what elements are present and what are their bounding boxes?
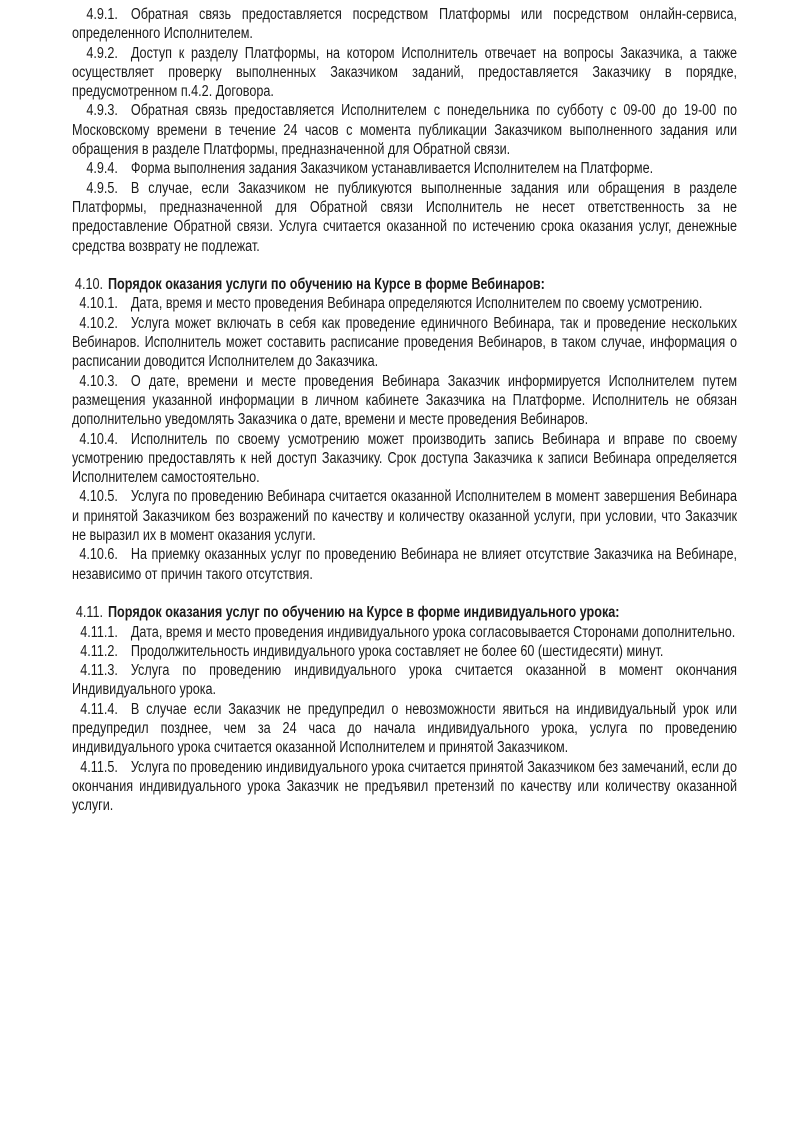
clause-4-11-2 xyxy=(72,642,737,661)
clause-text: На приемку оказанных услуг по проведению Вебинара не влияет отсутствие Заказчика на Вебинаре, независимо от причин такого отсутствия. xyxy=(72,546,738,583)
clause-4-9-2 xyxy=(72,44,737,102)
clause-4-10-2 xyxy=(72,314,737,372)
clause-text: Услуга может включать в себя как проведение единичного Вебинара, так и проведение нескольких Вебинаров. Исполнитель может составить расписание проведения Вебинаров, в таком случае, информация о расписании доводится Исполнителем до Заказчика. xyxy=(72,314,738,371)
section-heading-4-10 xyxy=(72,275,737,294)
clause-4-11-1 xyxy=(72,623,737,642)
clause-text: В случае если Заказчик не предупредил о невозможности явиться на индивидуальный урок или предупредил позднее, чем за 24 часа до начала индивидуального урока, услуга по проведению индивидуального урока считается оказанной Исполнителем и принятой Заказчиком. xyxy=(72,700,738,757)
clause-4-10-4 xyxy=(72,430,737,488)
clause-4-9-3 xyxy=(72,101,737,159)
clause-text: Обратная связь предоставляется Исполнителем с понедельника по субботу с 09-00 до 19-00 по Московскому времени в течение 24 часов с момента публикации Заказчиком выполненного задания или обращения в разделе Платформы, предназначенной для Обратной связи. xyxy=(72,102,738,159)
clause-4-11-4 xyxy=(72,700,737,758)
section-number: 4.10. xyxy=(74,276,103,294)
clause-text: Услуга по проведению Вебинара считается оказанной Исполнителем в момент завершения Вебинара и принятой Заказчиком без возражений по качеству и количеству оказанной услуги, при условии, что Заказчик не выразил их в момент оказания услуги. xyxy=(72,488,738,545)
clause-number: 4.11.4. xyxy=(80,700,118,718)
clause-number: 4.10.3. xyxy=(79,372,118,390)
clause-4-9-5 xyxy=(72,179,737,256)
clause-number: 4.11.1. xyxy=(80,623,118,641)
clause-text: Продолжительность индивидуального урока составляет не более 60 (шестидесяти) минут. xyxy=(130,642,664,660)
clause-text: О дате, времени и месте проведения Вебинара Заказчик информируется Исполнителем путем размещения указанной информации в личном кабинете Заказчика на Платформе. Исполнитель не обязан дополнительно уведомлять Заказчика о дате, времени и месте проведения Вебинаров. xyxy=(72,372,738,429)
clause-4-11-3 xyxy=(72,661,737,700)
document-content xyxy=(72,5,737,815)
clause-number: 4.11.5. xyxy=(80,758,118,776)
clause-number: 4.11.3. xyxy=(80,662,118,680)
section-title: Порядок оказания услуги по обучению на Курсе в форме Вебинаров: xyxy=(107,276,545,294)
clause-text: Услуга по проведению индивидуального урока считается оказанной в момент окончания Индивидуального урока. xyxy=(72,662,738,699)
clause-4-10-1 xyxy=(72,294,737,313)
clause-4-9-1 xyxy=(72,5,737,44)
clause-number: 4.9.3. xyxy=(86,102,118,120)
clause-text: Дата, время и место проведения индивидуального урока согласовывается Сторонами дополнительно. xyxy=(130,623,736,641)
clause-number: 4.10.1. xyxy=(79,295,118,313)
clause-text: Обратная связь предоставляется посредством Платформы или посредством онлайн-сервиса, определенного Исполнителем. xyxy=(72,6,738,43)
clause-text: Услуга по проведению индивидуального урока считается принятой Заказчиком без замечаний, если до окончания индивидуального урока Заказчик не предъявил претензий по качеству или количеству оказанной услуги. xyxy=(72,758,738,815)
section-number: 4.11. xyxy=(75,604,103,622)
clause-4-9-4 xyxy=(72,159,737,178)
clause-number: 4.10.4. xyxy=(79,430,118,448)
clause-number: 4.10.6. xyxy=(79,546,118,564)
clause-number: 4.9.5. xyxy=(86,179,118,197)
clause-4-11-5 xyxy=(72,758,737,816)
clause-number: 4.11.2. xyxy=(80,642,118,660)
clause-text: Исполнитель по своему усмотрению может производить запись Вебинара и вправе по своему усмотрению предоставлять к ней доступ Заказчику. Срок доступа Заказчика к записи Вебинара определяется Исполнителем самостоятельно. xyxy=(72,430,738,487)
clause-text: Доступ к разделу Платформы, на котором Исполнитель отвечает на вопросы Заказчика, а также осуществляет проверку выполненных Заказчиком заданий, предоставляется Заказчику в порядке, предусмотренном п.4.2. Договора. xyxy=(72,44,738,101)
clause-4-10-5 xyxy=(72,487,737,545)
clause-text: Дата, время и место проведения Вебинара определяются Исполнителем по своему усмотрению. xyxy=(130,295,703,313)
clause-number: 4.9.1. xyxy=(86,6,118,23)
section-title: Порядок оказания услуг по обучению на Курсе в форме индивидуального урока: xyxy=(107,604,620,622)
clause-number: 4.10.2. xyxy=(79,314,118,332)
clause-number: 4.9.2. xyxy=(86,44,118,62)
clause-text: Форма выполнения задания Заказчиком устанавливается Исполнителем на Платформе. xyxy=(130,160,654,178)
clause-text: В случае, если Заказчиком не публикуются выполненные задания или обращения в разделе Платформы, предназначенной для Обратной связи Исполнитель не несет ответственность за не предоставление Обратной связи. Услуга считается оказанной по истечению срока оказания услуг, денежные средства возврату не подлежат. xyxy=(72,179,738,255)
clause-4-10-3 xyxy=(72,372,737,430)
clause-number: 4.9.4. xyxy=(86,160,118,178)
clause-number: 4.10.5. xyxy=(79,488,118,506)
section-heading-4-11 xyxy=(72,603,737,622)
clause-4-10-6 xyxy=(72,545,737,584)
